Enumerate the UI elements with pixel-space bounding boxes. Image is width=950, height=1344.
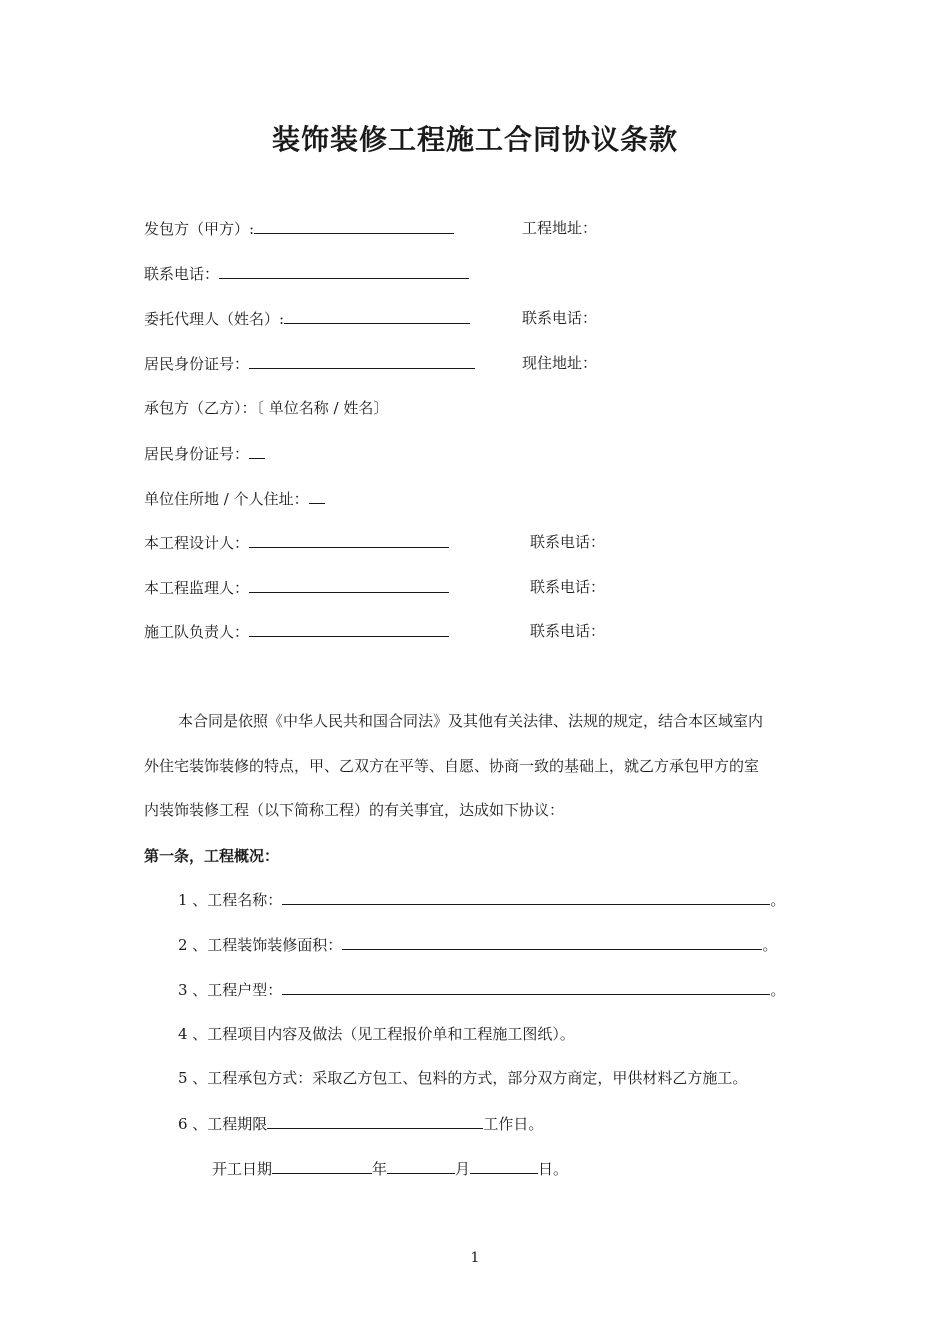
item-1-label: 1 、工程名称：: [178, 891, 283, 909]
agent-label: 委托代理人（姓名）:: [144, 310, 285, 328]
item-6-suffix: 工作日。: [483, 1115, 544, 1133]
id-number-line: [144, 353, 475, 374]
start-date-label: 开工日期: [212, 1160, 273, 1178]
agent-line: [144, 308, 470, 329]
item-3-period: 。: [770, 981, 786, 999]
intro-line-2: 外住宅装饰装修的特点，甲、乙双方在平等、自愿、协商一致的基础上，就乙方承包甲方的室: [144, 757, 760, 775]
start-month-blank[interactable]: [387, 1158, 455, 1174]
item-3-label: 3 、工程户型：: [178, 981, 283, 999]
supervisor-line: [144, 577, 449, 598]
designer-label: 本工程设计人：: [144, 534, 250, 552]
item-6-label: 6 、工程期限: [178, 1115, 268, 1133]
supervisor-blank[interactable]: [249, 577, 449, 593]
contractor-id-line: [144, 443, 265, 464]
project-address-label: 工程地址：: [522, 219, 598, 237]
contact-phone-label: 联系电话：: [144, 265, 220, 283]
article-1-item-2: [178, 934, 777, 955]
article-1-item-3: [178, 979, 785, 1000]
designer-phone-label: 联系电话：: [530, 533, 606, 551]
project-layout-blank[interactable]: [282, 979, 770, 995]
start-date-line: [212, 1158, 568, 1179]
project-period-blank[interactable]: [267, 1113, 483, 1129]
current-address-label: 现住地址：: [522, 354, 598, 372]
intro-line-3: 内装饰装修工程（以下简称工程）的有关事宜，达成如下协议：: [144, 801, 565, 819]
team-leader-blank[interactable]: [249, 621, 449, 637]
item-2-period: 。: [762, 936, 778, 954]
project-name-blank[interactable]: [282, 889, 770, 905]
contact-phone-blank[interactable]: [219, 263, 469, 279]
item-1-period: 。: [770, 891, 786, 909]
contractor-id-blank[interactable]: [249, 443, 265, 459]
agent-blank[interactable]: [284, 308, 470, 324]
supervisor-label: 本工程监理人：: [144, 579, 250, 597]
designer-line: [144, 532, 449, 553]
start-year-blank[interactable]: [272, 1158, 372, 1174]
employer-line: [144, 218, 454, 239]
contractor-label: 承包方（乙方）：〔 单位名称 / 姓名〕: [144, 399, 389, 417]
article-1-item-5: 5 、工程承包方式：采取乙方包工、包料的方式，部分双方商定，甲供材料乙方施工。: [178, 1069, 748, 1087]
designer-blank[interactable]: [249, 532, 449, 548]
contractor-address-blank[interactable]: [309, 488, 325, 504]
contractor-address-label: 单位住所地 / 个人住址：: [144, 490, 309, 508]
page-number: 1: [470, 1250, 480, 1266]
intro-line-1: 本合同是依照《中华人民共和国合同法》及其他有关法律、法规的规定，结合本区域室内: [178, 712, 764, 730]
item-2-label: 2 、工程装饰装修面积：: [178, 936, 343, 954]
article-1-heading: 第一条，工程概况：: [144, 847, 280, 865]
id-number-blank[interactable]: [249, 353, 475, 369]
day-label: 日。: [538, 1160, 569, 1178]
year-label: 年: [372, 1160, 388, 1178]
month-label: 月: [455, 1160, 471, 1178]
agent-phone-label: 联系电话：: [522, 309, 598, 327]
article-1-item-4: 4 、工程项目内容及做法（见工程报价单和工程施工图纸）。: [178, 1025, 575, 1043]
team-leader-line: [144, 621, 449, 642]
team-leader-phone-label: 联系电话：: [530, 622, 606, 640]
article-1-item-6: [178, 1113, 543, 1134]
team-leader-label: 施工队负责人：: [144, 623, 250, 641]
employer-blank[interactable]: [254, 218, 454, 234]
contractor-id-label: 居民身份证号：: [144, 445, 250, 463]
article-1-item-1: [178, 889, 785, 910]
contractor-address-line: [144, 488, 325, 509]
employer-label: 发包方（甲方）:: [144, 220, 255, 238]
start-day-blank[interactable]: [470, 1158, 538, 1174]
document-title: 装饰装修工程施工合同协议条款: [271, 123, 678, 156]
project-area-blank[interactable]: [342, 934, 762, 950]
supervisor-phone-label: 联系电话：: [530, 578, 606, 596]
id-number-label: 居民身份证号：: [144, 355, 250, 373]
contact-phone-line: [144, 263, 469, 284]
